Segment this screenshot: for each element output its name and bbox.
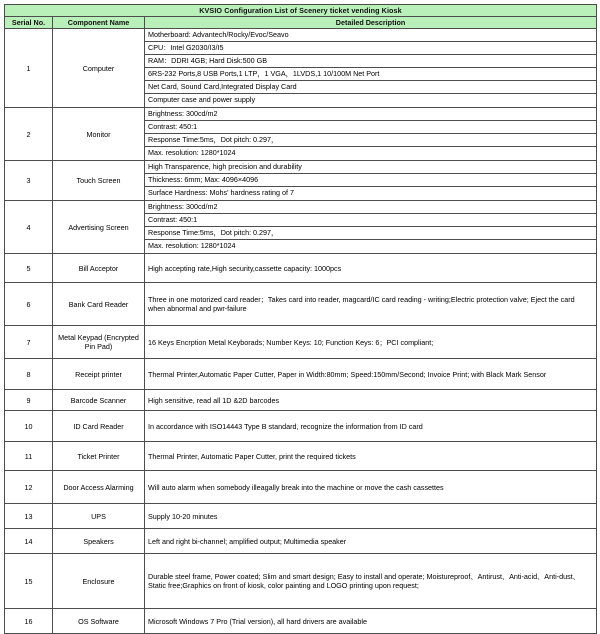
table-row [5,108,597,161]
description-line: Thickness: 6mm; Max: 4096×4096 [145,174,596,187]
table-row [5,411,597,442]
table-row [5,390,597,411]
cell-component: Monitor [53,108,145,161]
table-title-row [5,5,597,17]
cell-serial: 10 [5,411,53,442]
table-row [5,609,597,634]
description-line: RAM：DDRI 4GB; Hard Disk:500 GB [145,55,596,68]
table-row [5,201,597,254]
description-line: Net Card, Sound Card,Integrated Display Card [145,81,596,94]
cell-description: Thermal Printer, Automatic Paper Cutter, print the required tickets [145,442,597,471]
description-line: Contrast: 450:1 [145,121,596,134]
cell-serial: 13 [5,504,53,529]
description-line: Max. resolution: 1280*1024 [148,148,236,157]
cell-component: Enclosure [53,554,145,609]
description-line: Brightness: 300cd/m2 [145,201,596,214]
cell-component: ID Card Reader [53,411,145,442]
cell-description [145,108,597,161]
cell-serial: 3 [5,161,53,201]
description-line: Response Time:5ms，Dot pitch: 0.297， [145,227,596,240]
cell-serial: 5 [5,254,53,283]
cell-component: Receipt printer [53,359,145,390]
table-row [5,442,597,471]
cell-component: Speakers [53,529,145,554]
cell-description [145,201,597,254]
cell-description: Three in one motorized card reader；Takes card into reader, magcard/IC card reading - writing;Electric protection valve; Eject the card when abnormal and pwr-failure [145,283,597,326]
cell-description: Microsoft Windows 7 Pro (Trial version), all hard drivers are available [145,609,597,634]
cell-serial: 16 [5,609,53,634]
cell-description: High accepting rate,High security,cassette capacity: 1000pcs [145,254,597,283]
column-header-description: Detailed Description [145,17,597,29]
table-row [5,29,597,108]
cell-serial: 14 [5,529,53,554]
table-row [5,529,597,554]
table-row [5,554,597,609]
description-line: Max. resolution: 1280*1024 [148,241,236,250]
description-line: Brightness: 300cd/m2 [145,108,596,121]
cell-component: Advertising Screen [53,201,145,254]
description-line: Motherboard: Advantech/Rocky/Evoc/Seavo [145,29,596,42]
column-header-component: Component Name [53,17,145,29]
table-row [5,283,597,326]
cell-description: Left and right bi-channel; amplified output; Multimedia speaker [145,529,597,554]
cell-description: 16 Keys Encrption Metal Keyborads; Number Keys: 10; Function Keys: 6；PCI compliant; [145,326,597,359]
table-row [5,504,597,529]
cell-serial: 6 [5,283,53,326]
cell-component: Bill Acceptor [53,254,145,283]
cell-component: Touch Screen [53,161,145,201]
cell-description: High sensitive, read all 1D &2D barcodes [145,390,597,411]
cell-component: Barcode Scanner [53,390,145,411]
description-line: Response Time:5ms，Dot pitch: 0.297， [145,134,596,147]
description-line: Computer case and power supply [148,95,256,104]
table-row [5,471,597,504]
cell-description: Supply 10-20 minutes [145,504,597,529]
cell-serial: 12 [5,471,53,504]
cell-description: In accordance with ISO14443 Type B standard, recognize the information from ID card [145,411,597,442]
cell-description: Thermal Printer,Automatic Paper Cutter, Paper in Width:80mm; Speed:150mm/Second; Invoice Print; with Black Mark Sensor [145,359,597,390]
table-row [5,326,597,359]
cell-description: Will auto alarm when somebody illeagally break into the machine or move the cash cassettes [145,471,597,504]
cell-serial: 1 [5,29,53,108]
table-row [5,254,597,283]
cell-component: Ticket Printer [53,442,145,471]
configuration-table [4,4,597,634]
cell-component: Door Access Alarming [53,471,145,504]
cell-component: Bank Card Reader [53,283,145,326]
cell-component: OS Software [53,609,145,634]
table-row [5,359,597,390]
cell-serial: 11 [5,442,53,471]
description-line: High Transparence, high precision and durability [145,161,596,174]
cell-serial: 15 [5,554,53,609]
cell-component: Metal Keypad (Encrypted Pin Pad) [53,326,145,359]
description-line: Surface Hardness: Mohs' hardness rating of 7 [148,188,294,197]
description-line: 6RS-232 Ports,8 USB Ports,1 LTP，1 VGA，1LVDS,1 10/100M Net Port [145,68,596,81]
table-header-row [5,17,597,29]
cell-serial: 2 [5,108,53,161]
cell-description: Durable steel frame, Power coated; Slim and smart design; Easy to install and operate; Moistureproof、Antirust、Anti-acid、Anti-dust、Static free;Graphics on front of kiosk, color painting and LOGO printing upon request; [145,554,597,609]
page-title: KVSIO Configuration List of Scenery ticket vending Kiosk [5,5,597,17]
description-line: CPU：Intel G2030/I3/I5 [145,42,596,55]
cell-serial: 7 [5,326,53,359]
table-row [5,161,597,201]
column-header-serial: Serial No. [5,17,53,29]
cell-serial: 8 [5,359,53,390]
cell-serial: 4 [5,201,53,254]
description-line: Contrast: 450:1 [145,214,596,227]
cell-description [145,161,597,201]
cell-serial: 9 [5,390,53,411]
cell-component: UPS [53,504,145,529]
cell-component: Computer [53,29,145,108]
cell-description [145,29,597,108]
